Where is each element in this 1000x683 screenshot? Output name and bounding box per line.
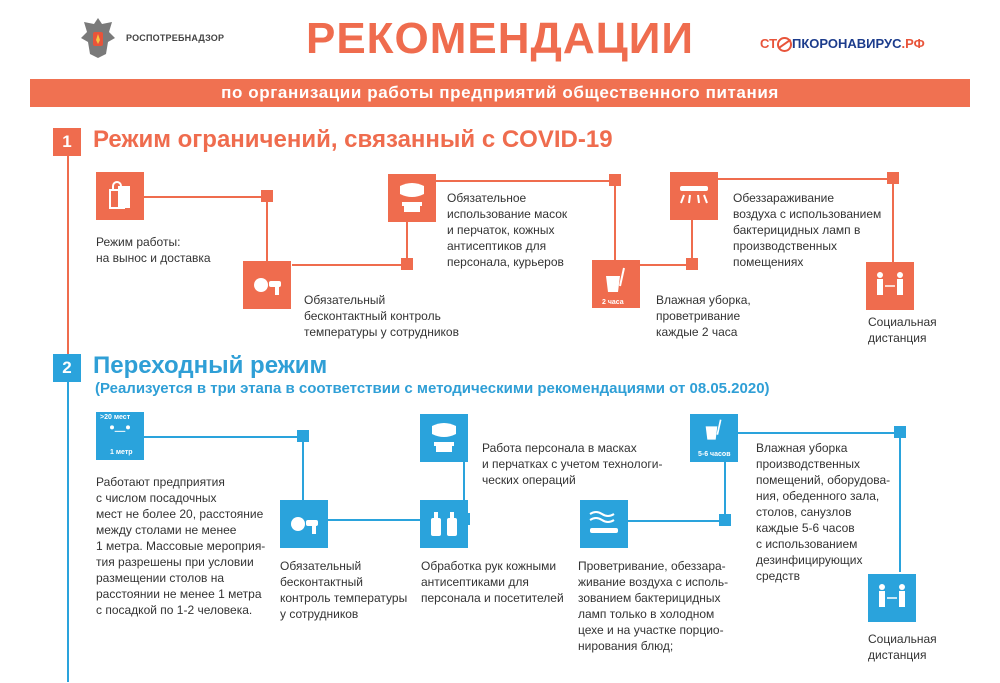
s2-item5-text: Проветривание, обеззара- живание воздуха с исполь- зованием бактерицидных ламп только в холодном цехе и на участке порцио- нирования блюд;: [578, 559, 729, 653]
page-title: РЕКОМЕНДАЦИИ: [305, 14, 695, 63]
s2-item6-text: Влажная уборка производственных помещений, оборудова- ния, обеденного зала, столов, санузлов каждые 5-6 часов с использованием дезинфицирующих средств: [756, 441, 891, 583]
thermometer-check-icon: [280, 500, 328, 548]
section2-number: 2: [53, 354, 81, 382]
section1-number: 1: [53, 128, 81, 156]
site-part3: .РФ: [901, 36, 925, 51]
s1-item6-text: Социальная дистанция: [868, 315, 937, 345]
s1-item1-text: Режим работы: на вынос и доставка: [96, 235, 211, 265]
s1-item5-text: Обеззараживание воздуха с использованием бактерицидных ламп в производственных помещениях: [733, 191, 882, 269]
mask-gloves-icon: [420, 414, 468, 462]
connector: [736, 432, 900, 434]
mask-gloves-icon: [388, 174, 436, 222]
section2-title: Переходный режим: [93, 352, 328, 379]
sanitizer-icon: [420, 500, 468, 548]
s1-item2-text: Обязательный бесконтактный контроль температуры у сотрудников: [304, 293, 459, 339]
thermometer-check-icon: [243, 261, 291, 309]
virus-icon: [777, 37, 792, 52]
social-distance-icon: [866, 262, 914, 310]
site-part1: СТ: [760, 36, 778, 51]
connector: [266, 196, 268, 266]
connector: [292, 264, 408, 266]
stopkoronavirus-logo[interactable]: [760, 36, 925, 52]
connector: [640, 264, 692, 266]
social-distance-icon: [868, 574, 916, 622]
cleaning-icon: [690, 414, 738, 462]
connector: [899, 432, 901, 572]
connector: [724, 460, 726, 520]
tables-icon-label-top: >20 мест: [100, 414, 131, 421]
s2-item4-text: Обработка рук кожными антисептиками для персонала и посетителей: [421, 559, 564, 605]
s2-item2-text: Обязательный бесконтактный контроль температуры у сотрудников: [280, 559, 408, 621]
uv-lamp-icon: [670, 172, 718, 220]
s2-item7-text: Социальная дистанция: [868, 632, 937, 662]
connector: [144, 196, 268, 198]
site-part2: ПКОРОНАВИРУС: [792, 36, 902, 51]
cleaning-icon: [592, 260, 640, 308]
cleaning-icon-label: 2 часа: [602, 299, 624, 306]
section2-timeline: [67, 382, 69, 682]
cleaning-icon-label: 5-6 часов: [698, 451, 731, 458]
uv-lamp-icon: [580, 500, 628, 548]
section1-title: Режим ограничений, связанный с COVID-19: [93, 126, 613, 153]
connector: [614, 180, 616, 266]
s2-item3-text: Работа персонала в масках и перчатках с учетом технологи- ческих операций: [482, 441, 663, 487]
connector: [628, 520, 724, 522]
tables-icon-label-bottom: 1 метр: [110, 449, 133, 456]
section1-timeline: [67, 156, 69, 356]
section2-subtitle: (Реализуется в три этапа в соответствии с методическими рекомендациями от 08.05.2020): [95, 380, 770, 397]
connector: [436, 180, 616, 182]
connector: [718, 178, 894, 180]
s1-item4-text: Влажная уборка, проветривание каждые 2 часа: [656, 293, 751, 339]
org-name: РОСПОТРЕБНАДЗОР: [126, 33, 225, 43]
connector: [144, 436, 304, 438]
tables-distance-icon: [96, 412, 144, 460]
connector: [892, 178, 894, 262]
takeaway-bag-icon: [96, 172, 144, 220]
s2-item1-text: Работают предприятия с числом посадочных мест не более 20, расстояние между столами не менее 1 метра. Массовые мероприя- тия разрешены при условии размещении столов на расстоянии не менее 1 метра с посадкой по 1-2 человека.: [96, 475, 266, 617]
subtitle-banner: по организации работы предприятий общественного питания: [30, 79, 970, 107]
s1-item3-text: Обязательное использование масок и перчаток, кожных антисептиков для персонала, курьеров: [447, 191, 568, 269]
